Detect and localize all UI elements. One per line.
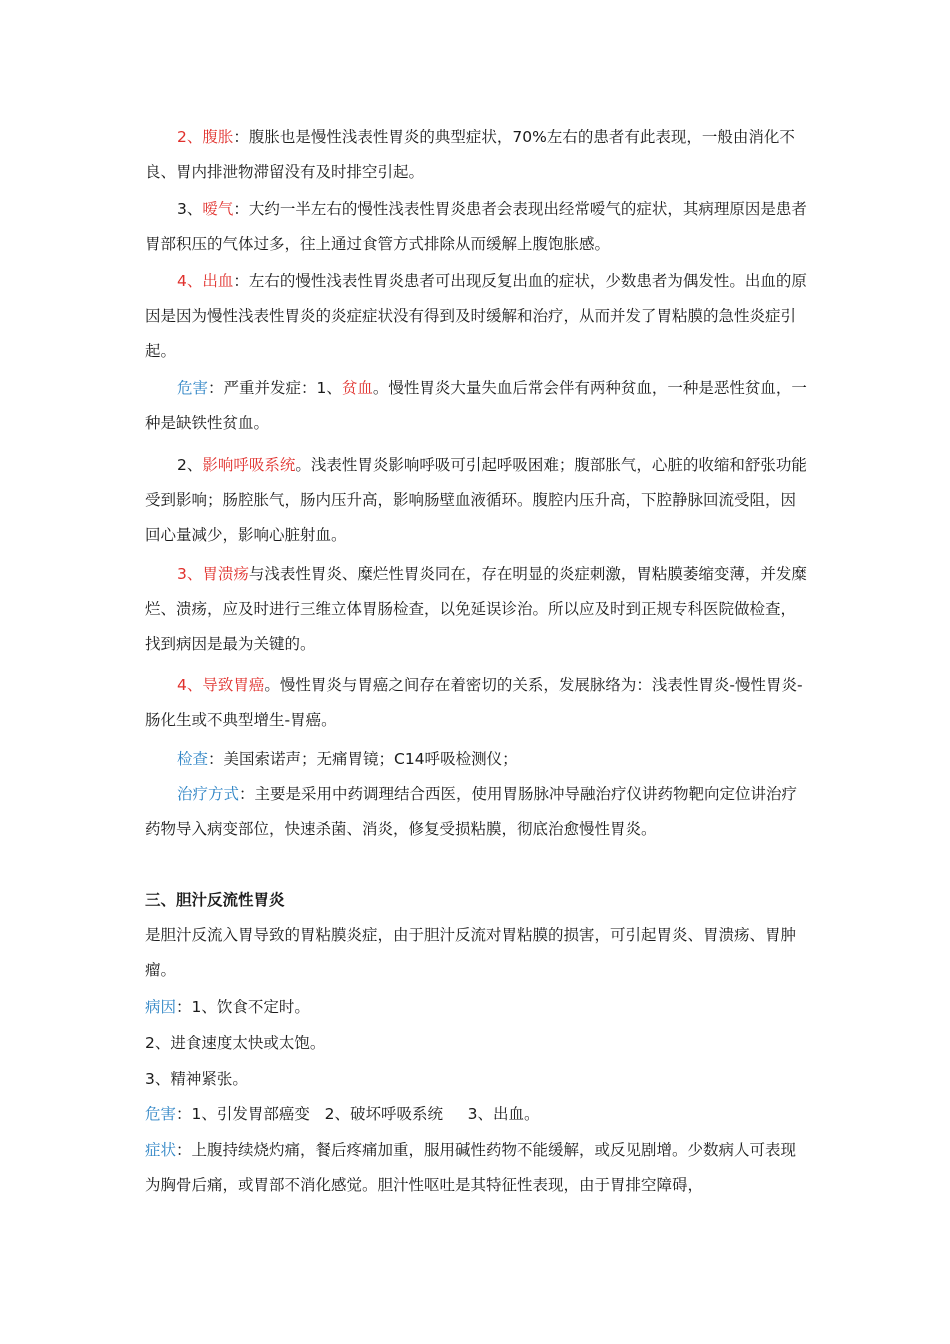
paragraph-exam xyxy=(145,742,811,777)
paragraph-respiratory xyxy=(145,448,811,553)
paragraph-text: ：腹胀也是慢性浅表性胃炎的典型症状，70%左右的患者有此表现，一般由消化不良、胃内排泄物滞留没有及时排空引起。 xyxy=(145,128,795,181)
paragraph-cause-2: 2、进食速度太快或太饱。 xyxy=(145,1034,326,1052)
paragraph-belching xyxy=(145,192,811,262)
label-treatment: 治疗方式 xyxy=(177,785,240,803)
paragraph-cause xyxy=(145,990,811,1025)
term-ulcer: 3、胃溃疡 xyxy=(177,565,249,583)
paragraph-ulcer xyxy=(145,557,811,662)
paragraph-text: ：美国索诺声；无痛胃镜；C14呼吸检测仪； xyxy=(208,750,518,768)
label-cause: 病因 xyxy=(145,998,177,1016)
label-exam: 检查 xyxy=(177,750,209,768)
paragraph-definition: 是胆汁反流入胃导致的胃粘膜炎症，由于胆汁反流对胃粘膜的损害，可引起胃炎、胃溃疡、胃肿瘤。 xyxy=(145,926,797,979)
paragraph-text: 。浅表性胃炎影响呼吸可引起呼吸困难；腹部胀气，心脏的收缩和舒张功能受到影响；肠腔胀气，肠内压升高，影响肠壁血液循环。腹腔内压升高，下腔静脉回流受阻，因回心量减少，影响心脏射血。 xyxy=(145,456,807,544)
paragraph-harm-bile xyxy=(145,1097,811,1132)
term-cancer: 4、导致胃癌 xyxy=(177,676,265,694)
term-anemia: 贫血 xyxy=(341,379,373,397)
paragraph-text: ：上腹持续烧灼痛，餐后疼痛加重，服用碱性药物不能缓解，或反见剧增。少数病人可表现为胸骨后痛，或胃部不消化感觉。胆汁性呕吐是其特征性表现，由于胃排空障碍， xyxy=(145,1141,797,1194)
paragraph-text: ：1、引发胃部癌变 2、破坏呼吸系统 3、出血。 xyxy=(176,1105,540,1123)
item-number: 3、 xyxy=(177,200,203,218)
paragraph-text: 。慢性胃炎与胃癌之间存在着密切的关系，发展脉络为：浅表性胃炎-慢性胃炎-肠化生或不典型增生-胃癌。 xyxy=(145,676,803,729)
term-respiratory: 影响呼吸系统 xyxy=(202,456,296,474)
paragraph-cancer xyxy=(145,668,811,738)
paragraph-text: ：左右的慢性浅表性胃炎患者可出现反复出血的症状，少数患者为偶发性。出血的原因是因为慢性浅表性胃炎的炎症症状没有得到及时缓解和治疗，从而并发了胃粘膜的急性炎症引起。 xyxy=(145,272,807,360)
paragraph-treatment xyxy=(145,777,811,847)
paragraph-bleeding xyxy=(145,264,811,369)
label-harm: 危害 xyxy=(145,1105,177,1123)
term-bleeding: 出血 xyxy=(202,272,234,290)
item-number: 4、 xyxy=(177,272,203,290)
paragraph-harm xyxy=(145,371,811,441)
label-harm: 危害 xyxy=(177,379,209,397)
paragraph-symptoms xyxy=(145,1133,811,1203)
paragraph-text: ：主要是采用中药调理结合西医，使用胃肠脉冲导融治疗仪讲药物靶向定位讲治疗药物导入病变部位，快速杀菌、消炎，修复受损粘膜，彻底治愈慢性胃炎。 xyxy=(145,785,798,838)
paragraph-text: 。慢性胃炎大量失血后常会伴有两种贫血，一种是恶性贫血，一种是缺铁性贫血。 xyxy=(145,379,807,432)
item-number: 2、 xyxy=(177,128,203,146)
paragraph-text: 与浅表性胃炎、糜烂性胃炎同在，存在明显的炎症刺激，胃粘膜萎缩变薄，并发糜烂、溃疡，应及时进行三维立体胃肠检查，以免延误诊治。所以应及时到正规专科医院做检查，找到病因是最为关键的。 xyxy=(145,565,807,653)
label-symptoms: 症状 xyxy=(145,1141,177,1159)
paragraph-bloating xyxy=(145,120,811,190)
term-bloating: 腹胀 xyxy=(202,128,234,146)
term-belching: 嗳气 xyxy=(202,200,234,218)
section-heading: 三、胆汁反流性胃炎 xyxy=(145,891,285,909)
paragraph-cause-3: 3、精神紧张。 xyxy=(145,1070,248,1088)
paragraph-text: ：大约一半左右的慢性浅表性胃炎患者会表现出经常嗳气的症状，其病理原因是患者胃部积压的气体过多，往上通过食管方式排除从而缓解上腹饱胀感。 xyxy=(145,200,807,253)
paragraph-text: ：1、饮食不定时。 xyxy=(176,998,310,1016)
item-number: 2、 xyxy=(177,456,203,474)
paragraph-text: ：严重并发症：1、 xyxy=(208,379,342,397)
